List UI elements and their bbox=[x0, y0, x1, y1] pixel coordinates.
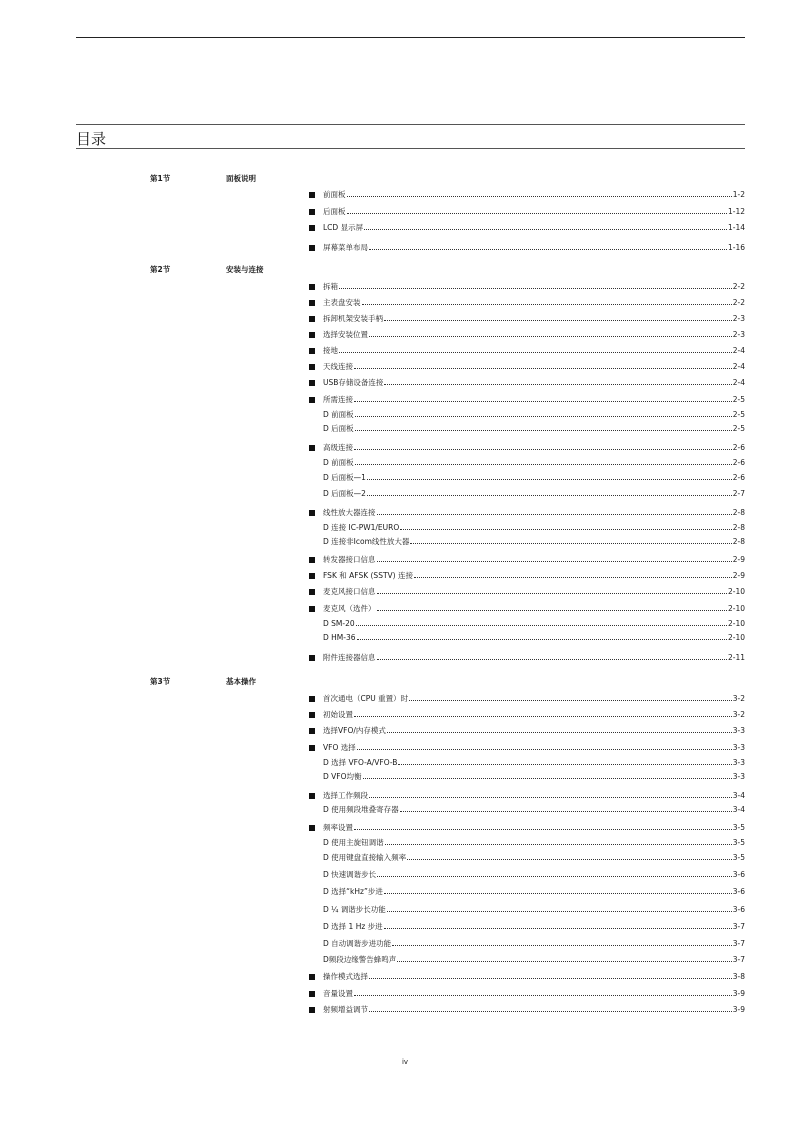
dot-leader bbox=[354, 715, 732, 717]
dot-leader bbox=[377, 609, 727, 611]
dot-leader bbox=[409, 699, 732, 701]
toc-entry-label: D 使用键盘直接输入频率 bbox=[323, 853, 407, 862]
dot-leader bbox=[356, 624, 727, 626]
toc-entry-page: 2-4 bbox=[732, 362, 745, 371]
toc-entry-page: 1-16 bbox=[727, 243, 745, 252]
square-bullet-icon bbox=[309, 245, 315, 251]
toc-entry[interactable] bbox=[309, 743, 745, 753]
toc-entry[interactable] bbox=[309, 243, 745, 253]
toc-entry[interactable] bbox=[309, 710, 745, 720]
square-bullet-icon bbox=[309, 209, 315, 215]
toc-entry-label: USB存储设备连接 bbox=[323, 378, 384, 387]
square-bullet-icon bbox=[309, 445, 315, 451]
toc-entry-label: D 连接非Icom线性放大器 bbox=[323, 537, 410, 546]
dot-leader bbox=[367, 494, 732, 496]
toc-entry-page: 2-8 bbox=[732, 537, 745, 546]
toc-entry[interactable] bbox=[309, 726, 745, 736]
toc-subentry[interactable] bbox=[323, 887, 745, 897]
toc-subentry[interactable] bbox=[323, 410, 745, 420]
toc-entry[interactable] bbox=[309, 508, 745, 518]
toc-entry[interactable] bbox=[309, 298, 745, 308]
square-bullet-icon bbox=[309, 225, 315, 231]
toc-subentry[interactable] bbox=[323, 633, 745, 643]
toc-entry-label: D 后面板—1 bbox=[323, 473, 366, 482]
square-bullet-icon bbox=[309, 397, 315, 403]
toc-entry-label: 拆箱 bbox=[323, 282, 338, 291]
toc-entry[interactable] bbox=[309, 1005, 745, 1015]
dot-leader bbox=[398, 763, 731, 765]
title-top-rule bbox=[76, 124, 745, 125]
toc-entry-label: 后面板 bbox=[323, 207, 346, 216]
dot-leader bbox=[369, 248, 727, 250]
square-bullet-icon bbox=[309, 589, 315, 595]
toc-subentry[interactable] bbox=[323, 922, 745, 932]
toc-entry-page: 3-2 bbox=[732, 694, 745, 703]
toc-entry-page: 2-10 bbox=[727, 633, 745, 642]
toc-entry-label: 主表盘安装 bbox=[323, 298, 361, 307]
dot-leader bbox=[369, 977, 732, 979]
square-bullet-icon bbox=[309, 712, 315, 718]
dot-leader bbox=[369, 1010, 732, 1012]
dot-leader bbox=[410, 542, 731, 544]
toc-entry-page: 2-10 bbox=[727, 604, 745, 613]
dot-leader bbox=[392, 944, 732, 946]
square-bullet-icon bbox=[309, 557, 315, 563]
toc-entry-page: 3-3 bbox=[732, 743, 745, 752]
toc-entry-page: 2-4 bbox=[732, 378, 745, 387]
toc-entry-label: 附件连接器信息 bbox=[323, 653, 376, 662]
toc-entry-page: 3-6 bbox=[732, 887, 745, 896]
toc-entry-label: D HM-36 bbox=[323, 633, 356, 642]
toc-entry[interactable] bbox=[309, 694, 745, 704]
toc-entry[interactable] bbox=[309, 378, 745, 388]
square-bullet-icon bbox=[309, 991, 315, 997]
dot-leader bbox=[355, 429, 732, 431]
toc-entry-page: 3-5 bbox=[732, 853, 745, 862]
toc-entry[interactable] bbox=[309, 346, 745, 356]
dot-leader bbox=[384, 319, 732, 321]
dot-leader bbox=[347, 195, 732, 197]
square-bullet-icon bbox=[309, 745, 315, 751]
toc-entry-label: 麦克风接口信息 bbox=[323, 587, 376, 596]
dot-leader bbox=[354, 994, 732, 996]
toc-subentry[interactable] bbox=[323, 905, 745, 915]
toc-entry-label: D 后面板—2 bbox=[323, 489, 366, 498]
section-title: 安装与连接 bbox=[226, 265, 264, 274]
toc-entry-label: D 选择“kHz”步进 bbox=[323, 887, 383, 896]
toc-entry-page: 2-2 bbox=[732, 298, 745, 307]
toc-entry-page: 2-6 bbox=[732, 458, 745, 467]
page-number: iv bbox=[401, 1058, 409, 1066]
toc-entry[interactable] bbox=[309, 604, 745, 614]
toc-entry-page: 3-4 bbox=[732, 791, 745, 800]
dot-leader bbox=[354, 400, 732, 402]
dot-leader bbox=[407, 858, 732, 860]
toc-entry-label: D 使用频段堆叠寄存器 bbox=[323, 805, 399, 814]
toc-entry[interactable] bbox=[309, 587, 745, 597]
toc-entry-page: 1-14 bbox=[727, 223, 745, 232]
top-rule bbox=[76, 37, 745, 38]
dot-leader bbox=[355, 463, 732, 465]
dot-leader bbox=[377, 560, 732, 562]
square-bullet-icon bbox=[309, 192, 315, 198]
dot-leader bbox=[363, 777, 732, 779]
toc-entry-page: 3-5 bbox=[732, 838, 745, 847]
toc-entry-page: 2-7 bbox=[732, 489, 745, 498]
dot-leader bbox=[384, 892, 732, 894]
toc-subentry[interactable] bbox=[323, 939, 745, 949]
toc-entry-label: D 快速调谐步长 bbox=[323, 870, 377, 879]
toc-entry-label: 操作模式选择 bbox=[323, 972, 368, 981]
dot-leader bbox=[384, 927, 732, 929]
dot-leader bbox=[385, 843, 732, 845]
toc-entry-label: 拆卸机架安装手柄 bbox=[323, 314, 383, 323]
toc-entry[interactable] bbox=[309, 823, 745, 833]
toc-entry-label: D 前面板 bbox=[323, 458, 354, 467]
dot-leader bbox=[364, 228, 727, 230]
toc-entry-label: 屏幕菜单布局 bbox=[323, 243, 368, 252]
toc-entry-label: D 连接 IC-PW1/EURO bbox=[323, 523, 400, 532]
dot-leader bbox=[397, 960, 731, 962]
toc-entry-page: 3-9 bbox=[732, 1005, 745, 1014]
dot-leader bbox=[369, 335, 732, 337]
toc-entry[interactable] bbox=[309, 314, 745, 324]
square-bullet-icon bbox=[309, 300, 315, 306]
toc-entry-page: 3-7 bbox=[732, 955, 745, 964]
square-bullet-icon bbox=[309, 348, 315, 354]
toc-title: 目录 bbox=[76, 130, 107, 148]
toc-subentry[interactable] bbox=[323, 619, 745, 629]
toc-entry-page: 2-8 bbox=[732, 523, 745, 532]
toc-entry-page: 1-2 bbox=[732, 190, 745, 199]
toc-entry-label: D 前面板 bbox=[323, 410, 354, 419]
dot-leader bbox=[357, 748, 732, 750]
toc-entry-label: 所需连接 bbox=[323, 395, 353, 404]
dot-leader bbox=[354, 448, 732, 450]
toc-entry[interactable] bbox=[309, 330, 745, 340]
dot-leader bbox=[377, 513, 732, 515]
toc-entry-page: 2-6 bbox=[732, 443, 745, 452]
square-bullet-icon bbox=[309, 696, 315, 702]
section-number: 第3节 bbox=[150, 677, 171, 686]
square-bullet-icon bbox=[309, 316, 315, 322]
toc-subentry[interactable] bbox=[323, 870, 745, 880]
toc-entry-label: FSK 和 AFSK (SSTV) 连接 bbox=[323, 571, 413, 580]
toc-entry[interactable] bbox=[309, 362, 745, 372]
toc-subentry[interactable] bbox=[323, 523, 745, 533]
toc-entry-label: 选择VFO/内存模式 bbox=[323, 726, 386, 735]
toc-entry[interactable] bbox=[309, 282, 745, 292]
toc-entry[interactable] bbox=[309, 989, 745, 999]
toc-entry-page: 3-5 bbox=[732, 823, 745, 832]
toc-entry-page: 2-3 bbox=[732, 330, 745, 339]
dot-leader bbox=[377, 592, 727, 594]
toc-entry-label: 高级连接 bbox=[323, 443, 353, 452]
toc-entry-page: 2-10 bbox=[727, 587, 745, 596]
toc-entry[interactable] bbox=[309, 653, 745, 663]
dot-leader bbox=[400, 528, 731, 530]
toc-entry-page: 3-8 bbox=[732, 972, 745, 981]
toc-entry-page: 2-9 bbox=[732, 571, 745, 580]
toc-subentry[interactable] bbox=[323, 489, 745, 499]
toc-entry-page: 2-8 bbox=[732, 508, 745, 517]
square-bullet-icon bbox=[309, 728, 315, 734]
toc-entry-page: 2-10 bbox=[727, 619, 745, 628]
toc-entry-page: 3-3 bbox=[732, 758, 745, 767]
toc-entry-label: D 选择 1 Hz 步进 bbox=[323, 922, 383, 931]
toc-entry-label: 首次通电（CPU 重置）时 bbox=[323, 694, 409, 703]
toc-subentry[interactable] bbox=[323, 473, 745, 483]
toc-subentry[interactable] bbox=[323, 838, 745, 848]
square-bullet-icon bbox=[309, 825, 315, 831]
toc-entry-label: D频段边缘警告蜂鸣声 bbox=[323, 955, 397, 964]
toc-entry-label: D 后面板 bbox=[323, 424, 354, 433]
dot-leader bbox=[400, 810, 732, 812]
square-bullet-icon bbox=[309, 510, 315, 516]
toc-entry[interactable] bbox=[309, 555, 745, 565]
section-number: 第1节 bbox=[150, 174, 171, 183]
toc-entry-page: 2-3 bbox=[732, 314, 745, 323]
toc-entry[interactable] bbox=[309, 207, 745, 217]
section-number: 第2节 bbox=[150, 265, 171, 274]
toc-entry-label: 选择安装位置 bbox=[323, 330, 368, 339]
square-bullet-icon bbox=[309, 793, 315, 799]
square-bullet-icon bbox=[309, 380, 315, 386]
toc-entry-page: 2-6 bbox=[732, 473, 745, 482]
square-bullet-icon bbox=[309, 1007, 315, 1013]
toc-entry[interactable] bbox=[309, 395, 745, 405]
toc-entry-label: 音量设置 bbox=[323, 989, 353, 998]
toc-entry-page: 3-4 bbox=[732, 805, 745, 814]
toc-entry[interactable] bbox=[309, 972, 745, 982]
toc-entry-label: 麦克风（选件） bbox=[323, 604, 376, 613]
toc-entry-page: 2-5 bbox=[732, 410, 745, 419]
toc-entry-label: 前面板 bbox=[323, 190, 346, 199]
dot-leader bbox=[357, 638, 727, 640]
dot-leader bbox=[414, 576, 732, 578]
toc-entry-label: 射频增益调节 bbox=[323, 1005, 368, 1014]
dot-leader bbox=[354, 367, 732, 369]
dot-leader bbox=[387, 910, 732, 912]
toc-subentry[interactable] bbox=[323, 537, 745, 547]
section-title: 基本操作 bbox=[226, 677, 256, 686]
toc-subentry[interactable] bbox=[323, 424, 745, 434]
dot-leader bbox=[347, 212, 727, 214]
toc-entry-label: D VFO均衡 bbox=[323, 772, 362, 781]
toc-entry-page: 2-5 bbox=[732, 395, 745, 404]
toc-entry-label: 频率设置 bbox=[323, 823, 353, 832]
toc-entry-label: 初始设置 bbox=[323, 710, 353, 719]
toc-entry-page: 3-6 bbox=[732, 870, 745, 879]
square-bullet-icon bbox=[309, 284, 315, 290]
toc-entry-label: 接地 bbox=[323, 346, 338, 355]
square-bullet-icon bbox=[309, 364, 315, 370]
toc-entry[interactable] bbox=[309, 223, 745, 233]
dot-leader bbox=[354, 828, 732, 830]
toc-entry-page: 2-9 bbox=[732, 555, 745, 564]
dot-leader bbox=[339, 287, 732, 289]
toc-entry-page: 2-2 bbox=[732, 282, 745, 291]
toc-subentry[interactable] bbox=[323, 805, 745, 815]
toc-entry-page: 2-4 bbox=[732, 346, 745, 355]
dot-leader bbox=[339, 351, 732, 353]
toc-entry-label: D 选择 VFO-A/VFO-B bbox=[323, 758, 398, 767]
dot-leader bbox=[377, 875, 732, 877]
section-title: 面板说明 bbox=[226, 174, 256, 183]
toc-entry-page: 3-7 bbox=[732, 939, 745, 948]
toc-subentry[interactable] bbox=[323, 955, 745, 965]
toc-entry-page: 2-11 bbox=[727, 653, 745, 662]
toc-entry-page: 2-5 bbox=[732, 424, 745, 433]
square-bullet-icon bbox=[309, 573, 315, 579]
toc-entry-label: D SM-20 bbox=[323, 619, 355, 628]
toc-entry-page: 3-9 bbox=[732, 989, 745, 998]
toc-subentry[interactable] bbox=[323, 772, 745, 782]
dot-leader bbox=[377, 658, 727, 660]
dot-leader bbox=[362, 303, 732, 305]
square-bullet-icon bbox=[309, 606, 315, 612]
toc-entry-page: 3-6 bbox=[732, 905, 745, 914]
dot-leader bbox=[369, 796, 732, 798]
toc-entry-page: 3-3 bbox=[732, 726, 745, 735]
toc-entry[interactable] bbox=[309, 190, 745, 200]
toc-subentry[interactable] bbox=[323, 853, 745, 863]
toc-entry-label: LCD 显示屏 bbox=[323, 223, 364, 232]
toc-entry-page: 3-3 bbox=[732, 772, 745, 781]
toc-entry-label: D 自动调谐步进功能 bbox=[323, 939, 392, 948]
toc-entry[interactable] bbox=[309, 571, 745, 581]
toc-entry[interactable] bbox=[309, 791, 745, 801]
square-bullet-icon bbox=[309, 655, 315, 661]
toc-entry-label: 转发器接口信息 bbox=[323, 555, 376, 564]
toc-subentry[interactable] bbox=[323, 458, 745, 468]
title-bottom-rule bbox=[76, 148, 745, 149]
toc-entry-label: 天线连接 bbox=[323, 362, 353, 371]
toc-entry[interactable] bbox=[309, 443, 745, 453]
dot-leader bbox=[355, 415, 732, 417]
dot-leader bbox=[387, 731, 732, 733]
toc-entry-page: 3-7 bbox=[732, 922, 745, 931]
dot-leader bbox=[367, 478, 732, 480]
toc-entry-label: D 使用主旋钮调谐 bbox=[323, 838, 384, 847]
toc-entry-label: D ¼ 调谐步长功能 bbox=[323, 905, 386, 914]
toc-entry-label: 线性放大器连接 bbox=[323, 508, 376, 517]
toc-subentry[interactable] bbox=[323, 758, 745, 768]
square-bullet-icon bbox=[309, 332, 315, 338]
toc-entry-label: VFO 选择 bbox=[323, 743, 356, 752]
square-bullet-icon bbox=[309, 974, 315, 980]
toc-entry-page: 1-12 bbox=[727, 207, 745, 216]
toc-entry-page: 3-2 bbox=[732, 710, 745, 719]
toc-entry-label: 选择工作频段 bbox=[323, 791, 368, 800]
dot-leader bbox=[384, 383, 731, 385]
